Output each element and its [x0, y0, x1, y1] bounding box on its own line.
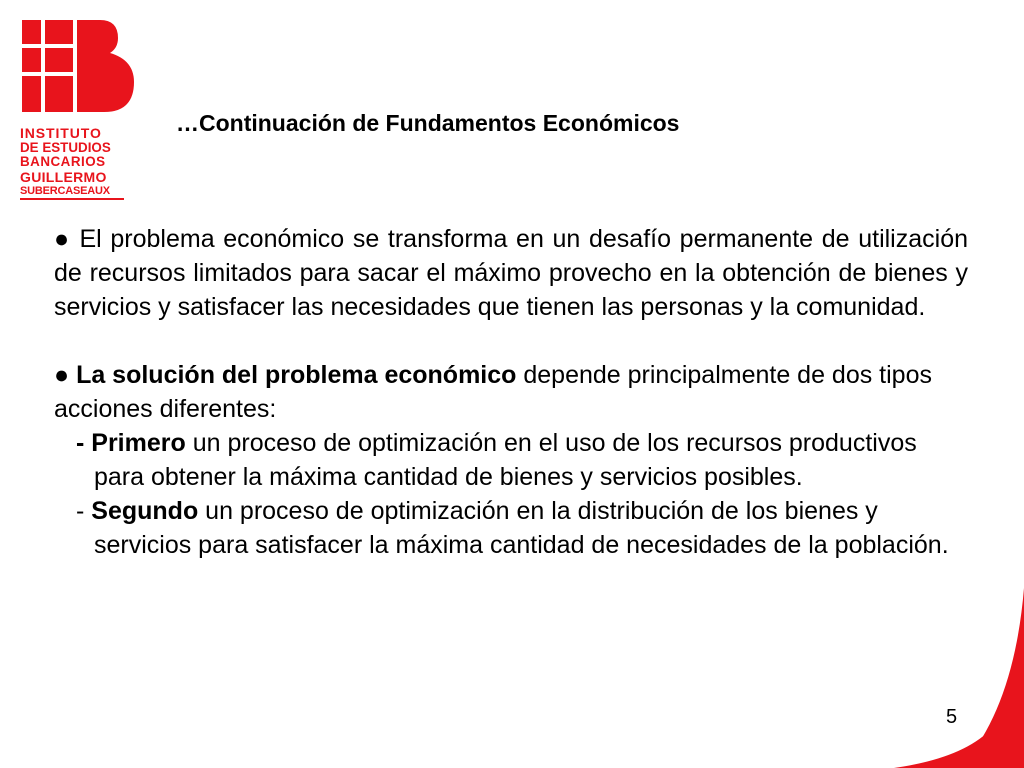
logo-line-1: INSTITUTO [20, 125, 102, 141]
bullet-2-text: depende principalmente de dos tipos acciones diferentes: [54, 361, 932, 423]
slide-body [54, 222, 968, 562]
bullet-paragraph-1 [54, 222, 968, 324]
slide-title: …Continuación de Fundamentos Económicos [176, 110, 680, 136]
bullet-paragraph-2 [54, 358, 968, 426]
sub-item-second [54, 494, 968, 562]
logo-underline [20, 198, 124, 200]
logo-line-4: GUILLERMO [20, 168, 107, 185]
sub-item-second-bold: Segundo [91, 497, 199, 525]
sub-item-second-text: un proceso de optimización en la distribución de los bienes y servicios para satisfacer la máxima cantidad de necesidades de la población. [94, 497, 949, 559]
dash-marker: - [76, 429, 85, 457]
logo-line-3: BANCARIOS [20, 154, 106, 170]
logo-line-5: SUBERCASEAUX [20, 184, 110, 197]
bullet-2-bold-text: La solución del problema económico [76, 361, 517, 389]
sub-item-first-text: un proceso de optimización en el uso de los recursos productivos para obtener la máxima cantidad de bienes y servicios posibles. [94, 429, 917, 491]
corner-swoosh-decoration [864, 588, 1024, 768]
bullet-icon: ● [54, 361, 70, 389]
sub-item-first-bold: Primero [91, 429, 186, 457]
bullet-icon: ● [54, 225, 71, 253]
sub-item-first [54, 426, 968, 494]
bullet-1-text: El problema económico se transforma en un desafío permanente de utilización de recursos limitados para sacar el máximo provecho en la obtención de bienes y servicios y satisfacer las necesidades que tienen las personas y la comunidad. [54, 225, 969, 321]
dash-marker: - [76, 497, 85, 525]
page-number: 5 [946, 706, 958, 728]
institute-logo-text [20, 126, 132, 200]
institute-logo-icon [22, 20, 142, 120]
logo-line-2: DE ESTUDIOS [20, 140, 111, 155]
